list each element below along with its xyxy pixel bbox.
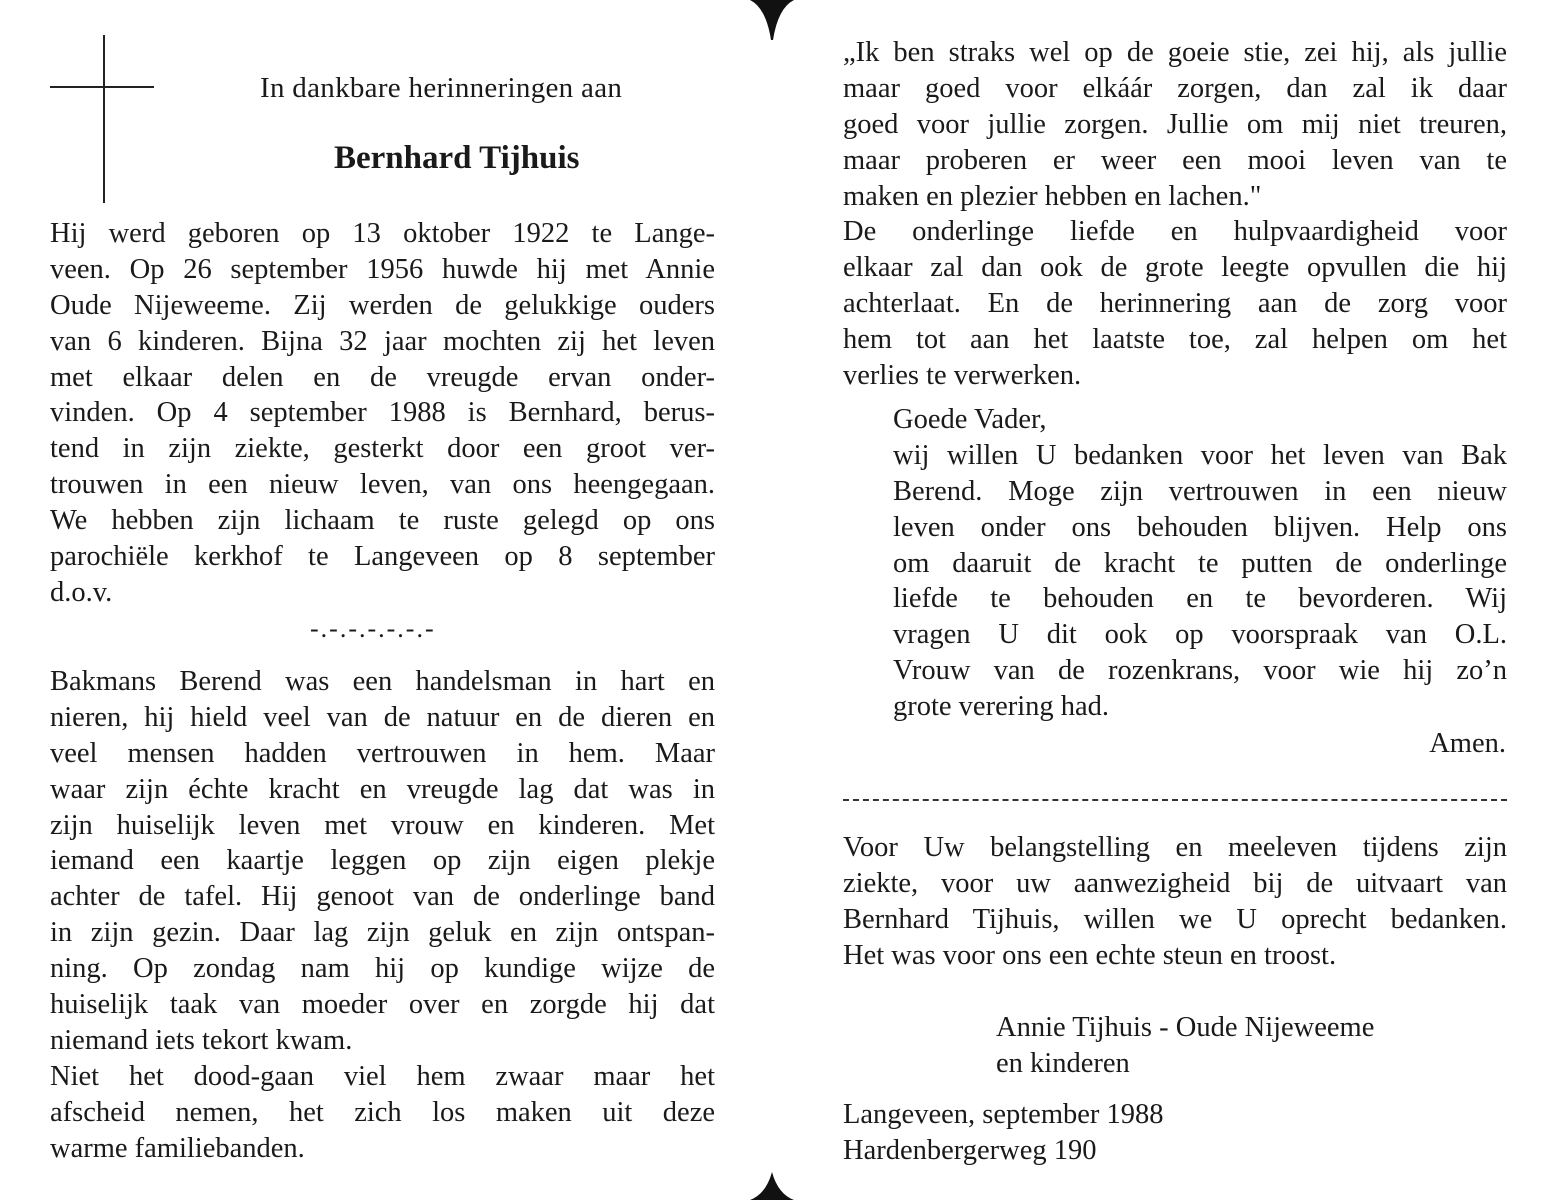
prayer-line: Goede Vader, [893,404,1047,435]
bio-line: d.o.v. [50,576,113,608]
quote-paragraph [843,35,1507,394]
signature [996,1010,1374,1082]
quote-line: hem tot aan het laatste toe, zal helpen om het [843,324,1507,356]
quote-line: maken en plezier hebben en lachen." [843,180,1262,212]
prayer-line: leven onder ons behouden blijven. Help ons [893,511,1507,543]
address: Hardenbergerweg 190 [843,1135,1097,1166]
story-line: afscheid nemen, het zich los maken uit deze [50,1096,715,1128]
bio-line: We hebben zijn lichaam te ruste gelegd op ons [50,505,715,537]
thanks-paragraph [843,830,1507,974]
story-line: ning. Op zondag nam hij op kundige wijze de [50,953,715,985]
story-line: iemand een kaartje leggen op zijn eigen plekje [50,845,715,877]
section-separator: -.-.-.-.-.-.- [310,614,436,643]
cross-icon-bar [50,86,154,88]
place-date: Langeveen, september 1988 [843,1099,1164,1130]
story-line: achter de tafel. Hij genoot van de onderlinge band [50,881,715,913]
thanks-line: Bernhard Tijhuis, willen we U oprecht bedanken. [843,903,1507,935]
dashed-divider [843,799,1507,801]
quote-line: maar goed voor elkáár zorgen, dan zal ik daar [843,72,1507,104]
story-line: zijn huiselijk leven met vrouw en kinderen. Met [50,809,715,841]
quote-line: „Ik ben straks wel op de goeie stie, zei hij, als jullie [843,37,1507,68]
thanks-line: Voor Uw belangstelling en meeleven tijdens zijn [843,832,1507,863]
quote-line: verlies te verwerken. [843,360,1082,392]
cross-icon [103,35,105,203]
story-line: veel mensen hadden vertrouwen in hem. Maar [50,737,715,769]
prayer-line: liefde te behouden en te bevorderen. Wij [893,583,1507,615]
story-line: niemand iets tekort kwam. [50,1024,353,1056]
prayer-line: Berend. Moge zijn vertrouwen in een nieuw [893,475,1507,507]
biography-paragraph [50,216,715,611]
bio-line: tend in zijn ziekte, gesterkt door een groot ver- [50,433,715,465]
bio-line: parochiële kerkhof te Langeveen op 8 september [50,541,715,573]
place-and-address [843,1097,1164,1169]
story-line: waar zijn échte kracht en vreugde lag dat was in [50,773,715,805]
quote-line: goed voor jullie zorgen. Jullie om mij niet treuren, [843,108,1507,140]
bio-line: trouwen in een nieuw leven, van ons heengegaan. [50,469,715,501]
signature-names: Annie Tijhuis - Oude Nijeweeme [996,1012,1375,1043]
quote-line: achterlaat. En de herinnering aan de zorg voor [843,288,1507,320]
deceased-name: Bernhard Tijhuis [334,140,580,176]
story-line: Bakmans Berend was een handelsman in hart en [50,666,715,697]
story-paragraph [50,664,715,1166]
quote-line: elkaar zal dan ook de grote leegte opvullen die hij [843,252,1507,284]
bio-line: met elkaar delen en de vreugde ervan onder- [50,361,715,393]
story-line: warme familiebanden. [50,1132,305,1164]
story-line: huiselijk taak van moeder over en zorgde hij dat [50,989,715,1021]
bio-line: vinden. Op 4 september 1988 is Bernhard, berus- [50,397,715,429]
bio-line: Oude Nijeweeme. Zij werden de gelukkige ouders [50,289,715,321]
quote-line: De onderlinge liefde en hulpvaardigheid voor [843,216,1507,248]
bio-line: veen. Op 26 september 1956 huwde hij met Annie [50,253,715,285]
thanks-line: Het was voor ons een echte steun en troost. [843,939,1337,971]
quote-line: maar proberen er weer een mooi leven van te [843,144,1507,176]
intro-line: In dankbare herinneringen aan [260,72,623,104]
bio-line: Hij werd geboren op 13 oktober 1922 te Lange- [50,218,715,249]
prayer-line: grote verering had. [893,691,1110,723]
story-line: Niet het dood-gaan viel hem zwaar maar het [50,1060,715,1092]
signature-children: en kinderen [996,1048,1130,1079]
thanks-line: ziekte, voor uw aanwezigheid bij de uitvaart van [843,867,1507,899]
amen-line: Amen. [1429,728,1506,759]
prayer-paragraph [893,402,1507,725]
bio-line: van 6 kinderen. Bijna 32 jaar mochten zij het leven [50,325,715,357]
prayer-line: vragen U dit ook op voorspraak van O.L. [893,619,1507,651]
prayer-line: wij willen U bedanken voor het leven van Bak [893,439,1507,471]
prayer-line: om daaruit de kracht te putten de onderlinge [893,547,1507,579]
story-line: in zijn gezin. Daar lag zijn geluk en zijn ontspan- [50,917,715,949]
story-line: nieren, hij hield veel van de natuur en de dieren en [50,701,715,733]
prayer-line: Vrouw van de rozenkrans, voor wie hij zo’n [893,655,1507,687]
